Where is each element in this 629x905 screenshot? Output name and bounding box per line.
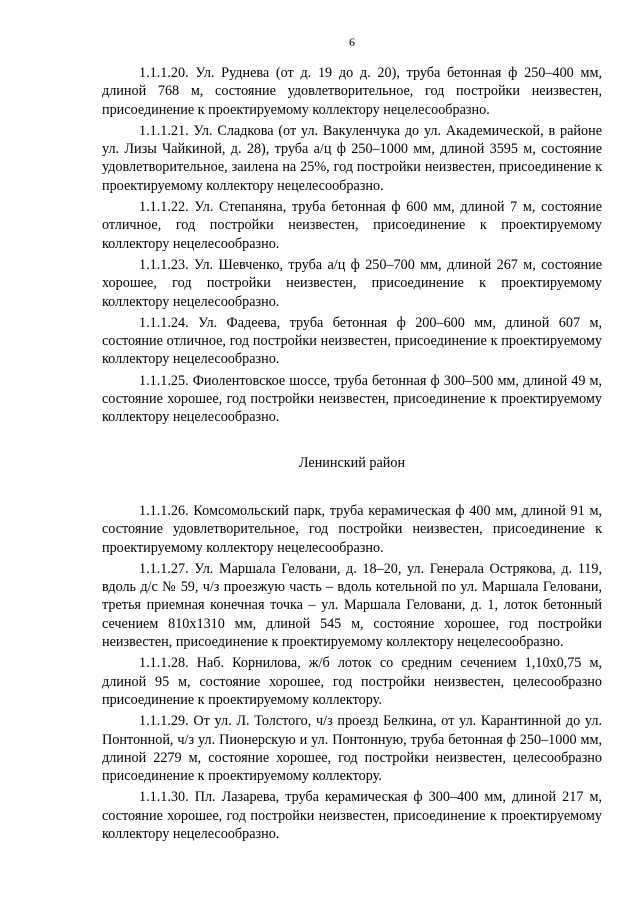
section-title-leninsky: Ленинский район <box>298 454 406 471</box>
list-item-1-1-1-28: 1.1.1.28. Наб. Корнилова, ж/б лоток со средним сечением 1,10х0,75 м, длиной 95 м, состояние хорошее, год постройки неизвестен, целесообразно присоединение к проектируемому коллектору. <box>102 655 602 708</box>
list-item-1-1-1-23: 1.1.1.23. Ул. Шевченко, труба а/ц ф 250–700 мм, длиной 267 м, состояние хорошее, год постройки неизвестен, присоединение к проектируемому коллектору нецелесообразно. <box>102 256 602 310</box>
list-item-1-1-1-26: 1.1.1.26. Комсомольский парк, труба керамическая ф 400 мм, длиной 91 м, состояние удовлетворительное, год постройки неизвестен, присоединение к проектируемому коллектору нецелесообразно. <box>102 502 602 556</box>
list-item-1-1-1-27: 1.1.1.27. Ул. Маршала Геловани, д. 18–20, ул. Генерала Острякова, д. 119, вдоль д/с № 59, ч/з проезжую часть – вдоль котельной по ул. Маршала Геловани, третья приемная конечная точка – ул. Маршала Геловани, д. 1, лоток бетонный сечением 810х1310 мм, длиной 545 м, состояние хорошее, год постройки неизвестен, присоединение к проектируемому коллектору нецелесообразно. <box>102 560 602 651</box>
page-number: 6 <box>349 35 355 49</box>
list-item-1-1-1-20: 1.1.1.20. Ул. Руднева (от д. 19 до д. 20), труба бетонная ф 250–400 мм, длиной 768 м, состояние удовлетворительное, год постройки неизвестен, присоединение к проектируемому коллектору нецелесообразно. <box>102 65 602 118</box>
list-item-1-1-1-24: 1.1.1.24. Ул. Фадеева, труба бетонная ф 200–600 мм, длиной 607 м, состояние отличное, год постройки неизвестен, присоединение к проектируемому коллектору нецелесообразно. <box>102 314 602 368</box>
list-item-1-1-1-25: 1.1.1.25. Фиолентовское шоссе, труба бетонная ф 300–500 мм, длиной 49 м, состояние хорошее, год постройки неизвестен, присоединение к проектируемому коллектору нецелесообразно. <box>102 372 602 426</box>
list-item-1-1-1-22: 1.1.1.22. Ул. Степаняна, труба бетонная ф 600 мм, длиной 7 м, состояние отличное, год постройки неизвестен, присоединение к проектируемому коллектору нецелесообразно. <box>102 199 602 252</box>
section-one <box>102 64 602 427</box>
document-page <box>102 34 602 843</box>
section-two <box>102 502 602 843</box>
list-item-1-1-1-21: 1.1.1.21. Ул. Сладкова (от ул. Вакуленчука до ул. Академической, в районе ул. Лизы Чайкиной, д. 28), труба а/ц ф 250–1000 мм, длиной 3595 м, состояние удовлетворительное, заилена на 25%, год постройки неизвестен, присоединение к проектируемому коллектору нецелесообразно. <box>102 122 602 194</box>
list-item-1-1-1-30: 1.1.1.30. Пл. Лазарева, труба керамическая ф 300–400 мм, длиной 217 м, состояние хорошее, год постройки неизвестен, присоединение к проектируемому коллектору нецелесообразно. <box>102 789 602 842</box>
list-item-1-1-1-29: 1.1.1.29. От ул. Л. Толстого, ч/з проезд Белкина, от ул. Карантинной до ул. Понтонной, ч/з ул. Пионерскую и ул. Понтонную, труба бетонная ф 250–1000 мм, длиной 2279 м, состояние хорошее, год постройки неизвестен, целесообразно присоединение к проектируемому коллектору. <box>102 713 602 785</box>
